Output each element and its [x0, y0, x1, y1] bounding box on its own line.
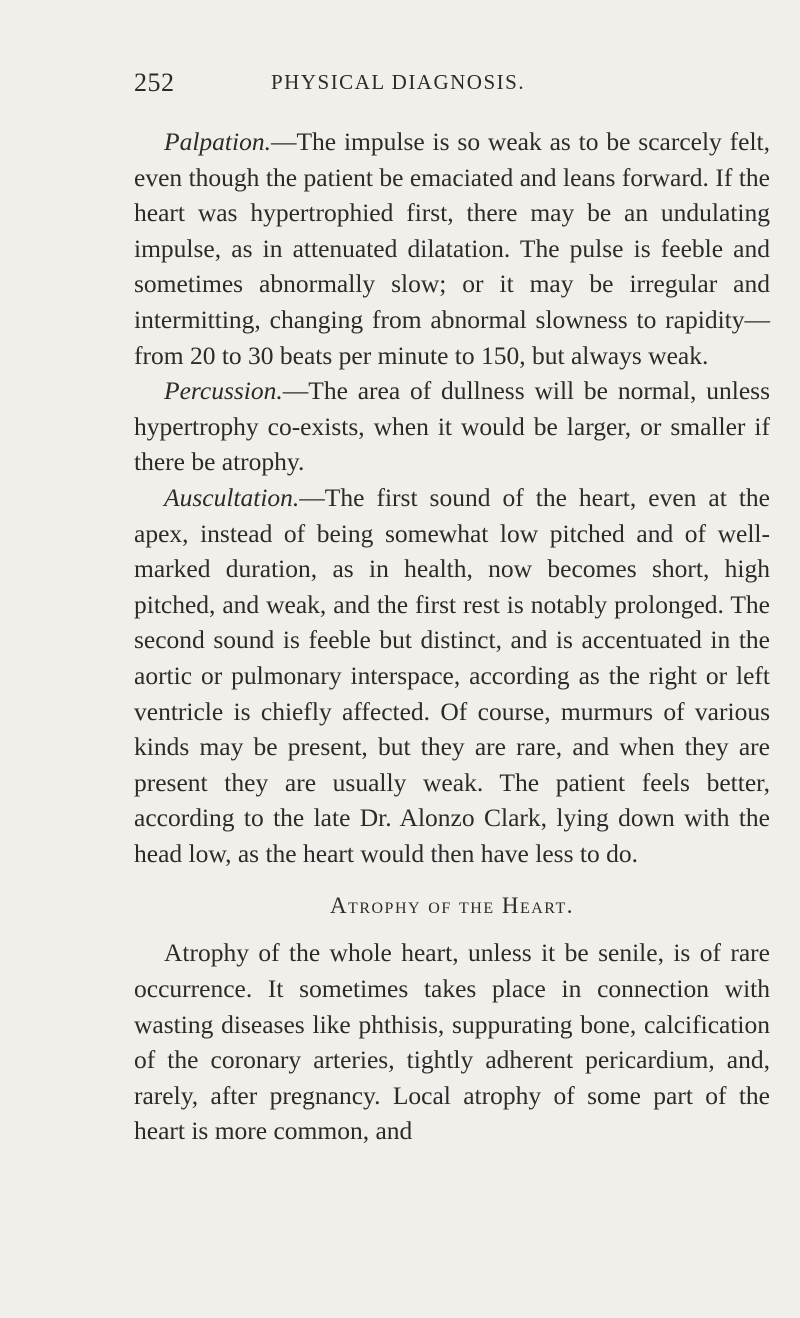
body-text — [134, 124, 770, 1149]
heading-percussion: Percussion. — [164, 376, 283, 406]
text-auscultation: —The first sound of the heart, even at the apex, instead of being somewhat low pitched and of well-marked duration, as in health, now becomes short, high pitched, and weak, and the first rest is notably prolonged. The second sound is feeble but distinct, and is accentuated in the aortic or pulmonary interspace, according as the right or left ventricle is chiefly affected. Of course, murmurs of various kinds may be present, but they are rare, and when they are present they are usually weak. The patient feels better, according to the late Dr. Alonzo Clark, lying down with the head low, as the heart would then have less to do. — [134, 482, 770, 868]
paragraph-percussion — [134, 373, 770, 480]
paragraph-auscultation — [134, 480, 770, 872]
paragraph-atrophy: Atrophy of the whole heart, unless it be senile, is of rare occurrence. It sometimes takes place in connection with wasting diseases like phthisis, suppurating bone, calcification of the coronary arteries, tightly adherent pericardium, and, rarely, after pregnancy. Local atrophy of some part of the heart is more common, and — [134, 938, 770, 1146]
heading-palpation: Palpation. — [164, 127, 271, 156]
page-number: 252 — [134, 68, 175, 97]
running-title: PHYSICAL DIAGNOSIS. — [271, 70, 526, 94]
text-palpation: —The impulse is so weak as to be scarcely felt, even though the patient be emaciated and leans forward. If the heart was hypertrophied first, there may be an undulating impulse, as in attenuated dilatation. The pulse is feeble and sometimes abnormally slow; or it may be irregular and intermitting, changing from abnormal slowness to rapidity—from 20 to 30 beats per minute to 150, but always weak. — [134, 127, 770, 370]
paragraph-palpation — [134, 124, 770, 373]
section-heading: Atrophy of the Heart. — [329, 893, 575, 919]
heading-auscultation: Auscultation. — [164, 482, 300, 512]
text-percussion: —The area of dullness will be normal, unless hypertrophy co-exists, when it would be larger, or smaller if there be atrophy. — [134, 376, 770, 477]
running-head — [0, 68, 800, 98]
